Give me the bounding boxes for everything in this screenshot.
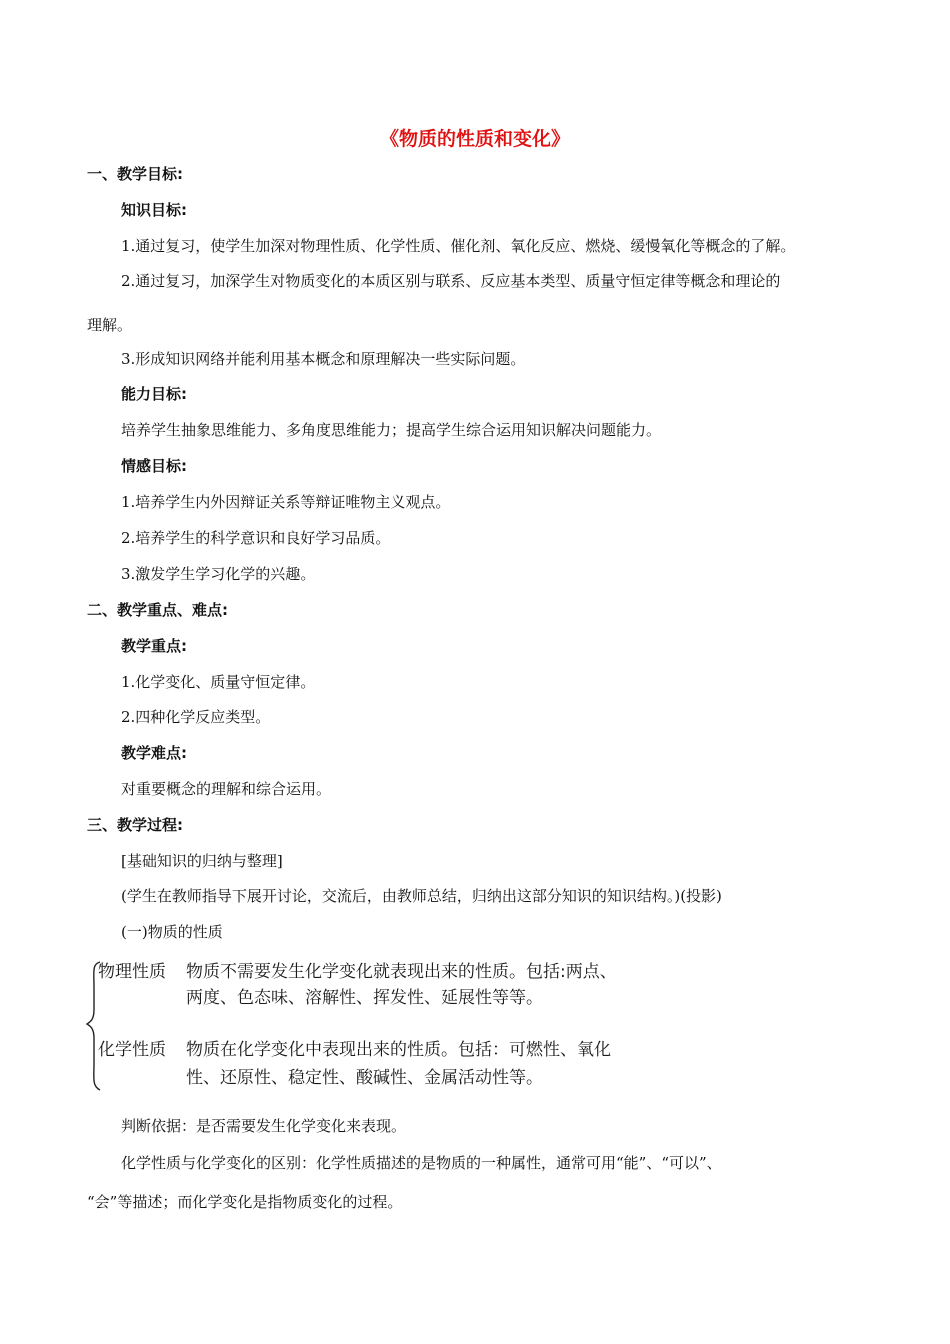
key-point-item: 1.化学变化、质量守恒定律。 [121,673,316,691]
knowledge-goal-item: 2.通过复习，加深学生对物质变化的本质区别与联系、反应基本类型、质量守恒定律等概念和理论的 [121,272,781,290]
knowledge-goal-item-cont: 理解。 [87,316,133,334]
difficult-points-heading: 教学难点: [121,744,187,762]
physical-property-label: 物理性质 [98,962,166,982]
process-line: (一)物质的性质 [121,923,223,941]
emotion-goal-item: 2.培养学生的科学意识和良好学习品质。 [121,529,391,547]
emotion-goal-item: 3.激发学生学习化学的兴趣。 [121,565,316,583]
physical-property-desc-cont: 两度、色态味、溶解性、挥发性、延展性等等。 [186,988,543,1008]
process-line: (学生在教师指导下展开讨论，交流后，由教师总结，归纳出这部分知识的知识结构。)(投影) [121,887,722,905]
knowledge-goal-item: 3.形成知识网络并能利用基本概念和原理解决一些实际问题。 [121,350,526,368]
judgment-basis: 判断依据：是否需要发生化学变化来表现。 [121,1117,407,1135]
key-points-heading: 教学重点: [121,637,187,655]
emotion-goals-heading: 情感目标: [121,457,187,475]
chemical-property-label: 化学性质 [98,1040,166,1060]
knowledge-goals-heading: 知识目标: [121,201,187,219]
key-point-item: 2.四种化学反应类型。 [121,708,271,726]
difference-text: 化学性质与化学变化的区别：化学性质描述的是物质的一种属性，通常可用“能”、“可以”、 [121,1154,722,1172]
knowledge-goal-item: 1.通过复习，使学生加深对物理性质、化学性质、催化剂、氧化反应、燃烧、缓慢氧化等概念的了解。 [121,237,796,255]
section2-heading: 二、教学重点、难点: [87,601,228,619]
section1-heading: 一、教学目标: [87,165,183,183]
chemical-property-desc-cont: 性、还原性、稳定性、酸碱性、金属活动性等。 [186,1068,543,1088]
section3-heading: 三、教学过程: [87,816,183,834]
document-title: 《物质的性质和变化》 [379,128,570,150]
physical-property-desc: 物质不需要发生化学变化就表现出来的性质。包括:两点、 [186,962,617,982]
difficult-point-text: 对重要概念的理解和综合运用。 [121,780,332,798]
difference-text-cont: “会”等描述；而化学变化是指物质变化的过程。 [87,1193,403,1211]
ability-goal-text: 培养学生抽象思维能力、多角度思维能力；提高学生综合运用知识解决问题能力。 [121,421,662,439]
chemical-property-desc: 物质在化学变化中表现出来的性质。包括：可燃性、氧化 [186,1040,611,1060]
ability-goals-heading: 能力目标: [121,385,187,403]
emotion-goal-item: 1.培养学生内外因辩证关系等辩证唯物主义观点。 [121,493,451,511]
process-line: [基础知识的归纳与整理] [121,852,283,870]
